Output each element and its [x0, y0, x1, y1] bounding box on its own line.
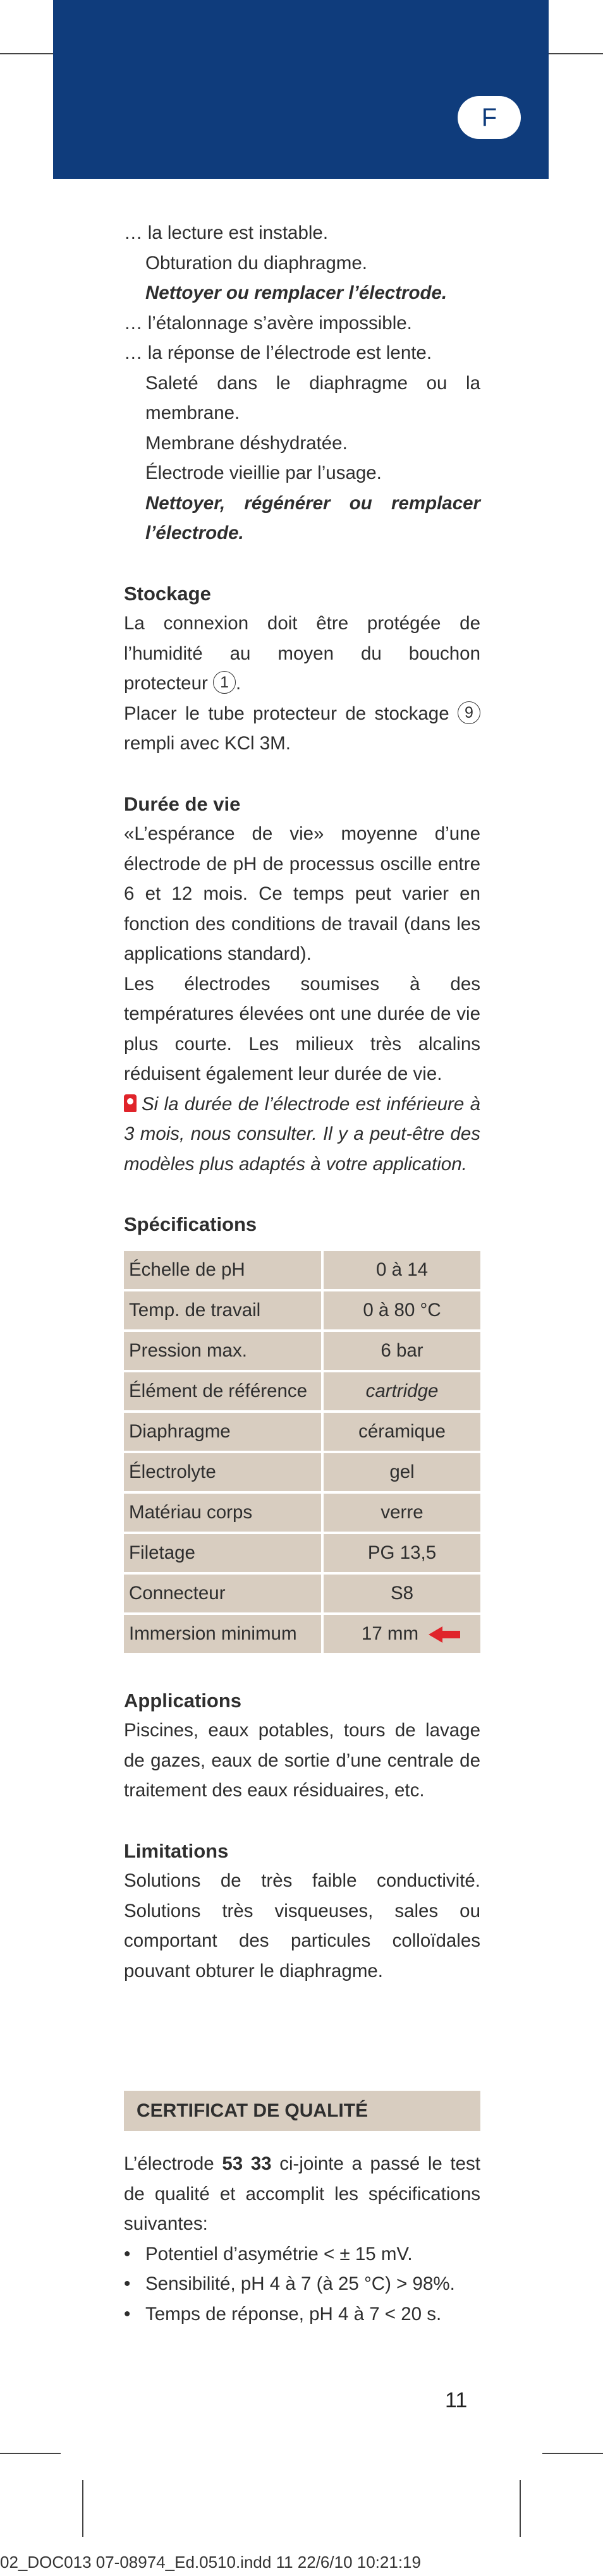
certificat-heading: CERTIFICAT DE QUALITÉ	[124, 2091, 480, 2131]
stockage-paragraph	[124, 699, 480, 759]
duree-paragraph: «L’espérance de vie» moyenne d’une électrode de pH de processus oscille entre 6 et 12 mois. Ce temps peut varier en fonction des conditions de travail (dans les applications standard).	[124, 823, 480, 964]
table-row	[124, 1331, 480, 1371]
table-row	[124, 1412, 480, 1452]
stockage-text: Placer le tube protecteur de stockage	[124, 703, 449, 724]
section-heading-specs: Spécifications	[124, 1213, 257, 1235]
trouble-cause: Électrode vieillie par l’usage.	[145, 463, 382, 483]
table-row	[124, 1492, 480, 1533]
table-row	[124, 1371, 480, 1412]
spec-value: PG 13,5	[322, 1533, 480, 1573]
spec-label: Matériau corps	[124, 1492, 322, 1533]
spec-label: Électrolyte	[124, 1452, 322, 1492]
crop-mark	[546, 53, 603, 54]
part-ref-circle: 9	[458, 701, 480, 724]
duree-paragraph: Les électrodes soumises à des températures élevées ont une durée de vie plus courte. Les milieux très alcalins réduisent également leur durée de vie.	[124, 973, 480, 1084]
section-heading-stockage: Stockage	[124, 582, 211, 605]
section-heading-duree: Durée de vie	[124, 792, 241, 815]
spec-value: céramique	[322, 1412, 480, 1452]
list-item: • Sensibilité, pH 4 à 7 (à 25 °C) > 98%.	[124, 2269, 480, 2299]
part-ref-circle: 1	[213, 671, 236, 694]
trouble-cause: Obturation du diaphragme.	[145, 252, 367, 274]
duree-note-text: Si la durée de l’électrode est inférieure à 3 mois, nous consulter. Il y a peut-être des modèles plus adaptés à votre application.	[124, 1093, 480, 1175]
trouble-cause: Saleté dans le diaphragme ou la membrane.	[145, 372, 480, 423]
trouble-cause: Membrane déshydratée.	[145, 432, 348, 454]
spec-label: Diaphragme	[124, 1412, 322, 1452]
spec-label: Échelle de pH	[124, 1251, 322, 1290]
table-row	[124, 1251, 480, 1290]
certificat-text: L’électrode	[124, 2153, 214, 2174]
spec-value: 17 mm	[361, 1623, 419, 1644]
stockage-text-end: rempli avec KCl 3M.	[124, 733, 291, 754]
limitations-paragraph: Solutions de très faible conductivité. Solutions très visqueuses, sales ou comportant des particules colloïdales pouvant obturer le diaphragme.	[124, 1870, 480, 1981]
crop-mark	[0, 53, 57, 54]
hand-warning-icon	[124, 1094, 137, 1112]
stockage-text-end: .	[236, 673, 241, 694]
page-number: 11	[445, 2388, 468, 2412]
specs-table	[124, 1251, 480, 1655]
spec-value: gel	[322, 1452, 480, 1492]
stockage-paragraph	[124, 608, 480, 699]
spec-value-cell	[322, 1614, 480, 1654]
table-row	[124, 1533, 480, 1573]
trouble-line: … la lecture est instable.	[124, 222, 329, 243]
certificat-paragraph	[124, 2149, 480, 2239]
spec-label: Connecteur	[124, 1573, 322, 1614]
spec-value: 0 à 80 °C	[322, 1290, 480, 1331]
spec-label: Filetage	[124, 1533, 322, 1573]
spec-label: Immersion minimum	[124, 1614, 322, 1654]
spec-label: Élément de référence	[124, 1371, 322, 1412]
duree-note	[124, 1089, 480, 1180]
trouble-remedy: Nettoyer ou remplacer l’électrode.	[145, 282, 448, 303]
crop-mark	[0, 2453, 61, 2454]
page-content	[124, 218, 480, 2329]
section-heading-limitations: Limitations	[124, 1839, 229, 1862]
table-row	[124, 1573, 480, 1614]
stockage-text: La connexion doit être protégée de l’humidité au moyen du bouchon protecteur	[124, 613, 480, 694]
table-row	[124, 1290, 480, 1331]
trouble-line: … l’étalonnage s’avère impossible.	[124, 312, 412, 334]
print-slug: 02_DOC013 07-08974_Ed.0510.indd 11 22/6/10 10:21:19	[0, 2553, 421, 2572]
language-badge: F	[458, 96, 521, 139]
list-item: • Potentiel d’asymétrie < ± 15 mV.	[124, 2239, 480, 2270]
crop-mark	[542, 2453, 603, 2454]
crop-mark	[82, 2480, 83, 2537]
electrode-model: 53 33	[222, 2153, 272, 2174]
table-row	[124, 1452, 480, 1492]
certificat-text-end: ci-jointe a passé le test de qualité et accomplit les spécifications suivantes:	[124, 2153, 480, 2234]
spec-value: verre	[322, 1492, 480, 1533]
spec-label: Temp. de travail	[124, 1290, 322, 1331]
spec-value: S8	[322, 1573, 480, 1614]
header-band	[53, 0, 549, 179]
trouble-line: … la réponse de l’électrode est lente.	[124, 342, 432, 363]
trouble-remedy: Nettoyer, régénérer ou remplacer l’électrode.	[145, 492, 480, 543]
spec-value: 0 à 14	[322, 1251, 480, 1290]
section-heading-applications: Applications	[124, 1689, 242, 1712]
table-row	[124, 1614, 480, 1654]
spec-value: 6 bar	[322, 1331, 480, 1371]
applications-paragraph: Piscines, eaux potables, tours de lavage de gazes, eaux de sortie d’une centrale de traitement des eaux résiduaires, etc.	[124, 1720, 480, 1801]
list-item: • Temps de réponse, pH 4 à 7 < 20 s.	[124, 2299, 480, 2330]
crop-mark	[520, 2480, 521, 2537]
spec-label: Pression max.	[124, 1331, 322, 1371]
spec-value: cartridge	[322, 1371, 480, 1412]
certificat-list	[124, 2239, 480, 2330]
arrow-left-icon	[429, 1626, 442, 1643]
